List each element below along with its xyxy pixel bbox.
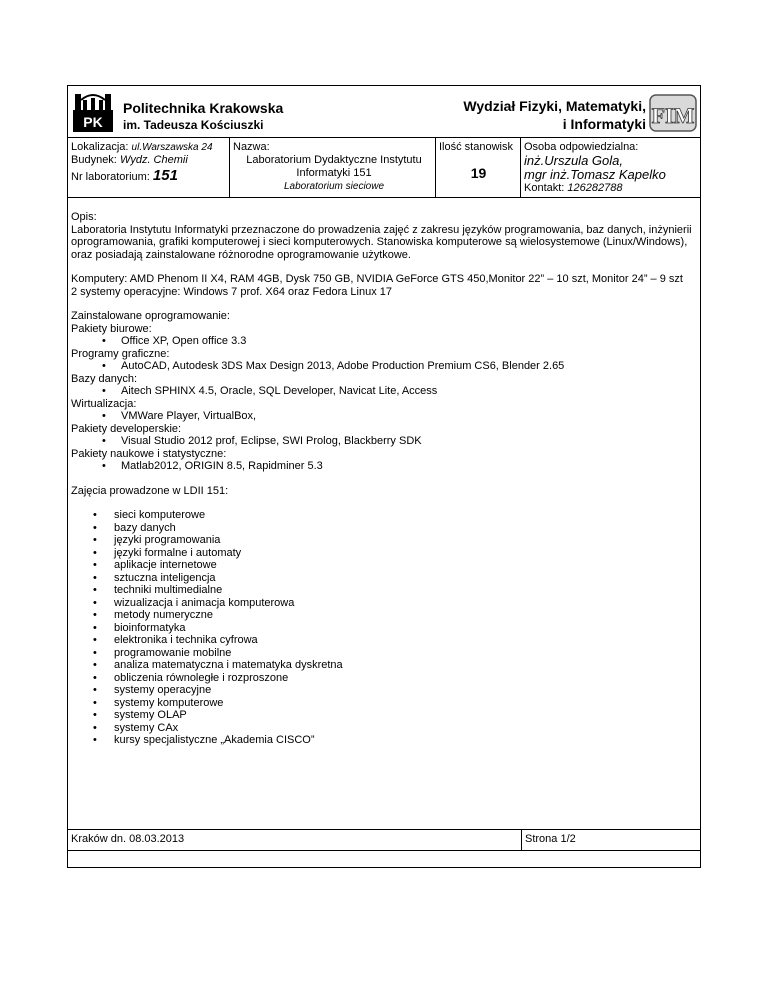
- bullet-icon: •: [93, 546, 97, 559]
- software-item: • AutoCAD, Autodesk 3DS Max Design 2013, Adobe Production Premium CS6, Blender 2.65: [102, 360, 565, 372]
- bullet-icon: •: [102, 435, 106, 447]
- bullet-icon: •: [93, 621, 97, 634]
- list-item: • sieci komputerowe: [93, 509, 206, 521]
- bullet-icon: •: [93, 684, 97, 696]
- bullet-icon: •: [93, 709, 97, 721]
- list-item: • elektronika i technika cyfrowa: [93, 634, 258, 646]
- list-item: • systemy CAx: [93, 721, 179, 734]
- list-item: • wizualizacja i animacja komputerowa: [93, 596, 295, 609]
- list-item: • aplikacje internetowe: [93, 559, 217, 571]
- footer-date: Kraków dn. 08.03.2013: [71, 833, 185, 845]
- hardware-section: [71, 273, 699, 298]
- pk-logo-text: PK: [83, 114, 103, 130]
- software-item: • Matlab2012, ORIGIN 8.5, Rapidminer 5.3: [102, 460, 323, 472]
- responsible-label: Osoba odpowiedzialna:: [524, 141, 639, 153]
- contact-label: Kontakt:: [524, 182, 565, 194]
- list-item: • języki formalne i automaty: [93, 546, 242, 559]
- list-item: • systemy OLAP: [93, 709, 187, 721]
- info-row: [68, 137, 700, 198]
- software-item: • Aitech SPHINX 4.5, Oracle, SQL Developer, Navicat Lite, Access: [102, 385, 438, 397]
- stations-count: 19: [470, 165, 487, 181]
- content: [71, 211, 699, 747]
- bullet-icon: •: [93, 609, 97, 621]
- bullet-icon: •: [93, 534, 97, 546]
- bullet-icon: •: [102, 410, 106, 422]
- description-section: [71, 211, 699, 261]
- bullet-icon: •: [93, 559, 97, 571]
- bullet-icon: •: [102, 385, 106, 397]
- list-item: • analiza matematyczna i matematyka dyskretna: [93, 659, 343, 671]
- classes-title: Zajęcia prowadzone w LDII 151:: [71, 484, 229, 497]
- description-label: Opis:: [71, 211, 97, 223]
- pk-logo: [71, 90, 115, 134]
- university-subtitle: im. Tadeusza Kościuszki: [123, 118, 264, 132]
- location-value: ul.Warszawska 24: [131, 142, 213, 153]
- name-line1: Laboratorium Dydaktyczne Instytutu: [246, 154, 422, 166]
- footer-page-number: Strona 1/2: [525, 833, 576, 845]
- bullet-icon: •: [102, 360, 106, 372]
- bullet-icon: •: [93, 584, 97, 596]
- bullet-icon: •: [102, 335, 106, 347]
- software-group-label: Programy graficzne:: [71, 347, 170, 360]
- bullet-icon: •: [93, 696, 97, 709]
- list-item: • sztuczna inteligencja: [93, 571, 216, 584]
- name-line2: Informatyki 151: [296, 167, 372, 179]
- university-name: Politechnika Krakowska: [123, 100, 284, 116]
- software-group-label: Pakiety biurowe:: [71, 322, 152, 335]
- list-item: • programowanie mobilne: [93, 646, 232, 659]
- software-item: • VMWare Player, VirtualBox,: [102, 410, 257, 422]
- software-title: Zainstalowane oprogramowanie:: [71, 310, 230, 322]
- software-item: • Office XP, Open office 3.3: [102, 335, 247, 347]
- footer: [68, 829, 700, 851]
- os-text: 2 systemy operacyjne: Windows 7 prof. X64 oraz Fedora Linux 17: [71, 285, 392, 298]
- bullet-icon: •: [102, 460, 106, 472]
- location-cell: [68, 137, 230, 197]
- faculty-name-line1: Wydział Fizyki, Matematyki,: [463, 98, 646, 114]
- software-section: [71, 310, 699, 473]
- responsible-person-2: mgr inż.Tomasz Kapelko: [524, 167, 666, 182]
- faculty-name-line2: i Informatyki: [562, 116, 646, 132]
- list-item: • obliczenia równoległe i rozproszone: [93, 671, 289, 684]
- description-text: Laboratoria Instytutu Informatyki przeznaczone do prowadzenia zajęć z zakresu języków programowania, baz danych, inżynierii oprogramowania, grafiki komputerowej i sieci komputerowych. Stanowiska komputerowe są wielosystemowe (Linux/Windows), oraz posiadają zainstalowane różnorodne oprogramowanie użytkowe.: [71, 223, 692, 261]
- document-frame: [67, 85, 701, 868]
- bullet-icon: •: [93, 509, 97, 521]
- bullet-icon: •: [93, 634, 97, 646]
- hardware-text: Komputery: AMD Phenom II X4, RAM 4GB, Dysk 750 GB, NVIDIA GeForce GTS 450,Monitor 22” – 10 szt, Monitor 24” – 9 szt: [71, 273, 683, 285]
- bullet-icon: •: [93, 571, 97, 584]
- list-item: • języki programowania: [93, 534, 221, 546]
- lab-number-label: Nr laboratorium:: [71, 171, 150, 183]
- list-item: • systemy operacyjne: [93, 684, 212, 696]
- bullet-icon: •: [93, 659, 97, 671]
- lab-number-value: 151: [152, 167, 178, 184]
- classes-list: [93, 509, 699, 747]
- fim-logo-text: FIM: [651, 103, 695, 128]
- software-item: • Visual Studio 2012 prof, Eclipse, SWI Prolog, Blackberry SDK: [102, 435, 422, 447]
- list-item: • kursy specjalistyczne „Akademia CISCO”: [93, 734, 315, 746]
- header: [68, 86, 700, 138]
- stations-label: Ilość stanowisk: [439, 141, 513, 153]
- stations-cell: [436, 137, 521, 197]
- name-label: Nazwa:: [233, 141, 270, 153]
- bullet-icon: •: [93, 596, 97, 609]
- software-group-label: Pakiety developerskie:: [71, 422, 182, 435]
- name-line3: Laboratorium sieciowe: [283, 181, 385, 192]
- responsible-cell: [521, 137, 700, 197]
- fim-logo: [648, 93, 698, 133]
- bullet-icon: •: [93, 721, 97, 734]
- responsible-person-1: inż.Urszula Gola,: [524, 153, 623, 168]
- list-item: • bazy danych: [93, 521, 176, 534]
- list-item: • metody numeryczne: [93, 609, 214, 621]
- list-item: • systemy komputerowe: [93, 696, 224, 709]
- location-label: Lokalizacja:: [71, 141, 129, 153]
- footer-divider: [521, 830, 522, 850]
- name-cell: [230, 137, 436, 197]
- classes-section: [71, 485, 699, 747]
- contact-value: 126282788: [567, 182, 623, 194]
- building-label: Budynek:: [71, 154, 117, 166]
- list-item: • bioinformatyka: [93, 621, 186, 634]
- bullet-icon: •: [93, 521, 97, 534]
- software-group-label: Bazy danych:: [71, 372, 138, 385]
- list-item: • techniki multimedialne: [93, 584, 223, 596]
- bullet-icon: •: [93, 671, 97, 684]
- bullet-icon: •: [93, 646, 97, 659]
- software-group-label: Pakiety naukowe i statystyczne:: [71, 447, 227, 460]
- building-value: Wydz. Chemii: [119, 154, 188, 166]
- bullet-icon: •: [93, 734, 97, 746]
- software-group-label: Wirtualizacja:: [71, 397, 137, 410]
